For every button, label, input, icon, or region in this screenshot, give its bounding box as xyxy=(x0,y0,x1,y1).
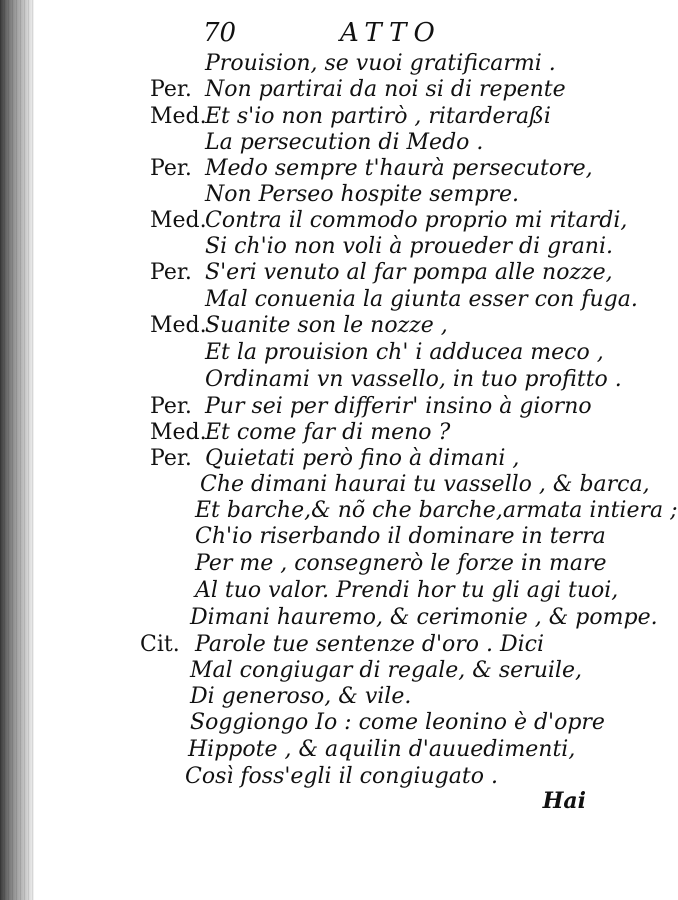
verse-line: Contra il commodo proprio mi ritardi, xyxy=(205,208,628,233)
verse-line: Suanite son le nozze , xyxy=(205,313,448,338)
speaker-label: Per. xyxy=(150,77,192,102)
page-header xyxy=(0,18,626,52)
verse-line: Per me , consegnerò le forze in mare xyxy=(195,551,607,576)
verse-line: Di generoso, & vile. xyxy=(190,684,412,709)
verse-line: Non partirai da noi si di repente xyxy=(205,77,566,102)
speaker-label: Med. xyxy=(150,420,207,445)
verse-line: Mal conuenia la giunta esser con fuga. xyxy=(205,287,638,312)
verse-line: Et come far di meno ? xyxy=(205,420,451,445)
verse-line: Ch'io riserbando il dominare in terra xyxy=(195,524,606,549)
speaker-label: Per. xyxy=(150,156,192,181)
verse-line: Al tuo valor. Prendi hor tu gli agi tuoi, xyxy=(195,578,619,603)
verse-line: Che dimani haurai tu vassello , & barca, xyxy=(200,472,650,497)
verse-line: Quietati però fino à dimani , xyxy=(205,446,520,471)
speaker-label: Per. xyxy=(150,260,192,285)
page-edge-lines xyxy=(0,0,34,900)
verse-line: La persecution di Medo . xyxy=(205,130,484,155)
verse-line: Pur sei per differir' insino à giorno xyxy=(205,394,592,419)
speaker-label: Per. xyxy=(150,446,192,471)
verse-line: Ordinami vn vassello, in tuo profitto . xyxy=(205,367,622,392)
speaker-label: Med. xyxy=(150,104,207,129)
verse-line: Et la prouision ch' i adducea meco , xyxy=(205,340,604,365)
verse-line: Hippote , & aquilin d'auuedimenti, xyxy=(188,737,576,762)
speaker-label: Per. xyxy=(150,394,192,419)
verse-line: Non Perseo hospite sempre. xyxy=(205,182,520,207)
verse-line: Mal congiugar di regale, & seruile, xyxy=(190,658,582,683)
speaker-label: Med. xyxy=(150,208,207,233)
page-number: 70 xyxy=(203,18,237,48)
verse-line: Parole tue sentenze d'oro . Dici xyxy=(195,632,545,657)
speaker-label: Cit. xyxy=(140,632,180,657)
verse-line: Soggiongo Io : come leonino è d'opre xyxy=(190,710,605,735)
verse-line: Così foss'egli il congiugato . xyxy=(185,764,498,789)
catchword: Hai xyxy=(542,788,586,814)
verse-line: Et s'io non partirò , ritarderaßi xyxy=(205,104,551,129)
speaker-label: Med. xyxy=(150,313,207,338)
verse-line: Dimani hauremo, & cerimonie , & pompe. xyxy=(190,605,658,630)
verse-line: Si ch'io non voli à proueder di grani. xyxy=(205,234,614,259)
running-head: ATTO xyxy=(340,18,442,48)
verse-line: Medo sempre t'haurà persecutore, xyxy=(205,156,593,181)
verse-line: S'eri venuto al far pompa alle nozze, xyxy=(205,260,613,285)
verse-line: Et barche,& nõ che barche,armata intiera ; xyxy=(195,498,678,523)
verse-line: Prouision, se vuoi gratificarmi . xyxy=(205,51,556,76)
